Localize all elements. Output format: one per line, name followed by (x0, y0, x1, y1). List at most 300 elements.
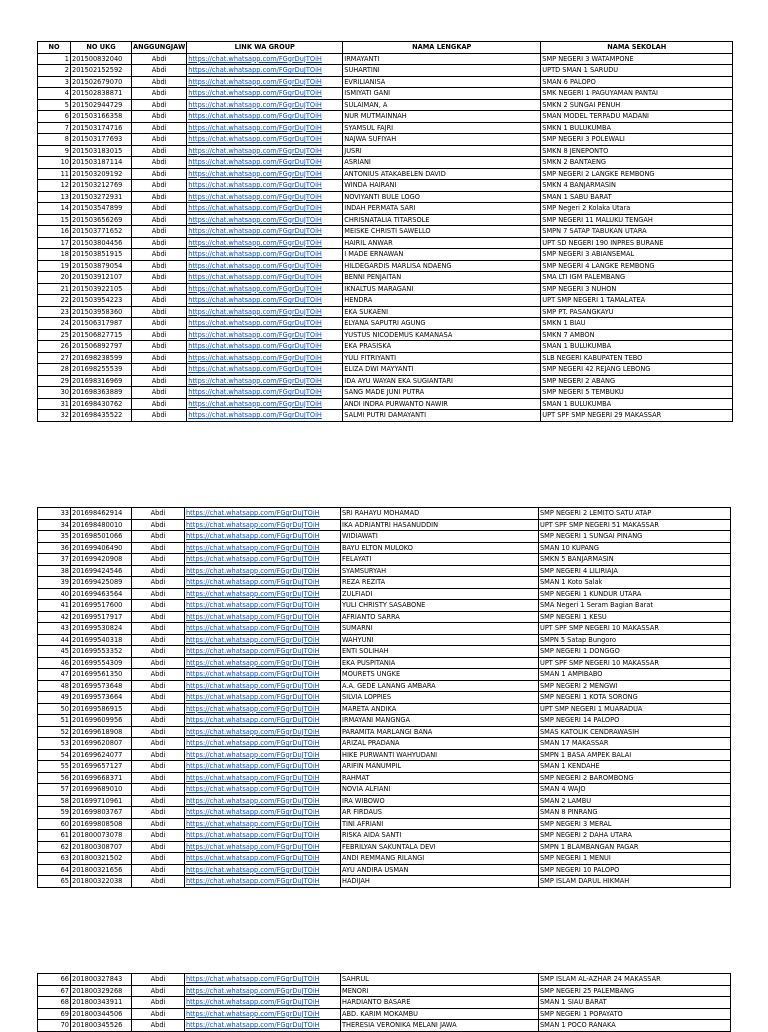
table-row (38, 318, 733, 330)
cell-penanggungjawab: Abdi (132, 249, 187, 261)
cell-nama-lengkap: MEISKE CHRISTI SAWELLO (343, 226, 541, 238)
cell-no: 1 (38, 53, 71, 65)
cell-no: 30 (38, 387, 71, 399)
cell-wa-group-link[interactable]: https://chat.whatsapp.com/FGgrDuJTOiH (187, 375, 343, 387)
cell-nama-sekolah: SMP NEGERI 3 MERAL (539, 818, 731, 830)
cell-nama-lengkap: YULI CHRISTY SASABONE (341, 600, 539, 612)
cell-no-ukg: 201698255539 (71, 364, 132, 376)
cell-nama-sekolah: SMP NEGERI 2 BAROMBONG (539, 772, 731, 784)
cell-no: 33 (38, 508, 71, 520)
cell-nama-sekolah: SMPN 1 BLAMBANGAN PAGAR (539, 841, 731, 853)
cell-nama-sekolah: SMAN 1 KENDAHE (539, 761, 731, 773)
cell-no: 68 (38, 997, 71, 1009)
cell-nama-sekolah: SMAN 17 MAKASSAR (539, 738, 731, 750)
cell-nama-lengkap: BAYU ELTON MULOKO (341, 542, 539, 554)
cell-nama-lengkap: SRI RAHAYU MOHAMAD (341, 508, 539, 520)
table-row (38, 611, 731, 623)
cell-nama-sekolah: UPT SMP NEGERI 1 TAMALATEA (541, 295, 733, 307)
cell-nama-lengkap: BENNI PENJAITAN (343, 272, 541, 284)
cell-no-ukg: 201699463564 (71, 588, 132, 600)
cell-nama-lengkap: WAHYUNI (341, 634, 539, 646)
cell-nama-sekolah: SMP NEGERI 1 MENUI (539, 853, 731, 865)
cell-penanggungjawab: Abdi (132, 65, 187, 77)
cell-nama-sekolah: SMP PT. PASANGKAYU (541, 306, 733, 318)
cell-no: 50 (38, 703, 71, 715)
cell-no: 41 (38, 600, 71, 612)
cell-no-ukg: 201503174716 (71, 122, 132, 134)
cell-penanggungjawab: Abdi (132, 657, 185, 669)
cell-penanggungjawab: Abdi (132, 519, 185, 531)
cell-wa-group-link[interactable]: https://chat.whatsapp.com/FGgrDuJTOiH (185, 795, 341, 807)
cell-no-ukg: 201503912107 (71, 272, 132, 284)
table-row (38, 272, 733, 284)
cell-penanggungjawab: Abdi (132, 157, 187, 169)
cell-penanggungjawab: Abdi (132, 795, 185, 807)
cell-nama-lengkap: NOVIA ALFIANI (341, 784, 539, 796)
cell-nama-sekolah: UPT SMP NEGERI 1 MUARADUA (539, 703, 731, 715)
cell-nama-sekolah: SMP ISLAM AL-AZHAR 24 MAKASSAR (539, 974, 731, 986)
cell-no-ukg: 201502152592 (71, 65, 132, 77)
cell-wa-group-link[interactable]: https://chat.whatsapp.com/FGgrDuJTOiH (187, 295, 343, 307)
cell-nama-lengkap: CHRISNATALIA TITARSOLE (343, 214, 541, 226)
table-row (38, 657, 731, 669)
cell-no: 18 (38, 249, 71, 261)
cell-no: 67 (38, 985, 71, 997)
cell-no: 62 (38, 841, 71, 853)
cell-wa-group-link[interactable]: https://chat.whatsapp.com/FGgrDuJTOiH (187, 203, 343, 215)
cell-no: 19 (38, 260, 71, 272)
cell-wa-group-link[interactable]: https://chat.whatsapp.com/FGgrDuJTOiH (185, 841, 341, 853)
cell-nama-sekolah: SMKN 4 BANJARMASIN (541, 180, 733, 192)
cell-wa-group-link[interactable]: https://chat.whatsapp.com/FGgrDuJTOiH (185, 669, 341, 681)
table-row (38, 703, 731, 715)
cell-wa-group-link[interactable]: https://chat.whatsapp.com/FGgrDuJTOiH (185, 588, 341, 600)
cell-wa-group-link[interactable]: https://chat.whatsapp.com/FGgrDuJTOiH (185, 864, 341, 876)
cell-no-ukg: 201800329268 (71, 985, 132, 997)
table-row (38, 761, 731, 773)
header-link: LINK WA GROUP (187, 42, 343, 54)
cell-wa-group-link[interactable]: https://chat.whatsapp.com/FGgrDuJTOiH (185, 818, 341, 830)
cell-penanggungjawab: Abdi (132, 295, 187, 307)
cell-nama-lengkap: SUHARTINI (343, 65, 541, 77)
cell-no-ukg: 201699406490 (71, 542, 132, 554)
cell-wa-group-link[interactable]: https://chat.whatsapp.com/FGgrDuJTOiH (185, 519, 341, 531)
cell-no: 43 (38, 623, 71, 635)
cell-wa-group-link[interactable]: https://chat.whatsapp.com/FGgrDuJTOiH (185, 807, 341, 819)
cell-nama-lengkap: EKA SUKAENI (343, 306, 541, 318)
cell-wa-group-link[interactable]: https://chat.whatsapp.com/FGgrDuJTOiH (187, 65, 343, 77)
cell-no: 29 (38, 375, 71, 387)
cell-no: 51 (38, 715, 71, 727)
cell-wa-group-link[interactable]: https://chat.whatsapp.com/FGgrDuJTOiH (187, 145, 343, 157)
cell-no: 52 (38, 726, 71, 738)
cell-nama-lengkap: IRMAYANTI (343, 53, 541, 65)
cell-nama-sekolah: SMAN 1 SIAU BARAT (539, 997, 731, 1009)
cell-no-ukg: 201699657127 (71, 761, 132, 773)
cell-penanggungjawab: Abdi (132, 53, 187, 65)
cell-wa-group-link[interactable]: https://chat.whatsapp.com/FGgrDuJTOiH (187, 318, 343, 330)
cell-no-ukg: 201503177693 (71, 134, 132, 146)
cell-wa-group-link[interactable]: https://chat.whatsapp.com/FGgrDuJTOiH (185, 784, 341, 796)
cell-no-ukg: 201698316969 (71, 375, 132, 387)
table-row (38, 295, 733, 307)
cell-penanggungjawab: Abdi (132, 692, 185, 704)
cell-no: 36 (38, 542, 71, 554)
cell-no-ukg: 201699710961 (71, 795, 132, 807)
cell-nama-sekolah: SMA LTI IGM PALEMBANG (541, 272, 733, 284)
cell-nama-lengkap: EKA PUSPITANIA (341, 657, 539, 669)
table-row (38, 807, 731, 819)
cell-wa-group-link[interactable]: https://chat.whatsapp.com/FGgrDuJTOiH (187, 272, 343, 284)
cell-no: 59 (38, 807, 71, 819)
cell-penanggungjawab: Abdi (132, 387, 187, 399)
cell-nama-lengkap: HADIJAH (341, 876, 539, 888)
cell-no-ukg: 201699425089 (71, 577, 132, 589)
cell-no: 6 (38, 111, 71, 123)
cell-wa-group-link[interactable]: https://chat.whatsapp.com/FGgrDuJTOiH (187, 134, 343, 146)
cell-penanggungjawab: Abdi (132, 203, 187, 215)
cell-nama-sekolah: SMP NEGERI 3 WATAMPONE (541, 53, 733, 65)
cell-nama-sekolah: SMP NEGERI 14 PALOPO (539, 715, 731, 727)
cell-no: 11 (38, 168, 71, 180)
table-row (38, 226, 733, 238)
cell-wa-group-link[interactable]: https://chat.whatsapp.com/FGgrDuJTOiH (187, 214, 343, 226)
cell-no: 70 (38, 1020, 71, 1032)
cell-penanggungjawab: Abdi (132, 738, 185, 750)
cell-no-ukg: 201699689010 (71, 784, 132, 796)
cell-nama-sekolah: SMPN 7 SATAP TABUKAN UTARA (541, 226, 733, 238)
header-school: NAMA SEKOLAH (541, 42, 733, 54)
cell-penanggungjawab: Abdi (132, 283, 187, 295)
cell-wa-group-link[interactable]: https://chat.whatsapp.com/FGgrDuJTOiH (185, 749, 341, 761)
cell-wa-group-link[interactable]: https://chat.whatsapp.com/FGgrDuJTOiH (185, 611, 341, 623)
cell-wa-group-link[interactable]: https://chat.whatsapp.com/FGgrDuJTOiH (187, 249, 343, 261)
cell-nama-sekolah: SMAN 1 BULUKUMBA (541, 341, 733, 353)
cell-penanggungjawab: Abdi (132, 749, 185, 761)
cell-nama-lengkap: PARAMITA MARLANGI BANA (341, 726, 539, 738)
cell-nama-sekolah: SMP NEGERI 3 ABIANSEMAL (541, 249, 733, 261)
cell-no-ukg: 201699553352 (71, 646, 132, 658)
cell-wa-group-link[interactable]: https://chat.whatsapp.com/FGgrDuJTOiH (185, 531, 341, 543)
cell-no-ukg: 201503879054 (71, 260, 132, 272)
cell-wa-group-link[interactable]: https://chat.whatsapp.com/FGgrDuJTOiH (185, 508, 341, 520)
table-row (38, 623, 731, 635)
cell-nama-lengkap: SYAMSUL FAJRI (343, 122, 541, 134)
cell-no-ukg: 201503209192 (71, 168, 132, 180)
cell-nama-sekolah: SMP NEGERI 4 LANGKE REMBONG (541, 260, 733, 272)
cell-wa-group-link[interactable]: https://chat.whatsapp.com/FGgrDuJTOiH (187, 398, 343, 410)
cell-nama-sekolah: SMAN 1 Koto Salak (539, 577, 731, 589)
cell-no-ukg: 201699517600 (71, 600, 132, 612)
cell-nama-sekolah: SMAN 2 LAMBU (539, 795, 731, 807)
cell-nama-sekolah: UPT SPF SMP NEGERI 10 MAKASSAR (539, 657, 731, 669)
cell-nama-sekolah: SMP NEGERI 1 KESU (539, 611, 731, 623)
cell-no-ukg: 201506892797 (71, 341, 132, 353)
cell-nama-lengkap: IRMAYANI MANGNGA (341, 715, 539, 727)
cell-wa-group-link[interactable]: https://chat.whatsapp.com/FGgrDuJTOiH (187, 226, 343, 238)
cell-no: 28 (38, 364, 71, 376)
cell-wa-group-link[interactable]: https://chat.whatsapp.com/FGgrDuJTOiH (185, 692, 341, 704)
cell-penanggungjawab: Abdi (132, 134, 187, 146)
cell-penanggungjawab: Abdi (132, 634, 185, 646)
cell-wa-group-link[interactable]: https://chat.whatsapp.com/FGgrDuJTOiH (187, 364, 343, 376)
table-row (38, 531, 731, 543)
cell-penanggungjawab: Abdi (132, 214, 187, 226)
cell-nama-lengkap: NUR MUTMAINNAH (343, 111, 541, 123)
table-row (38, 997, 731, 1009)
cell-wa-group-link[interactable]: https://chat.whatsapp.com/FGgrDuJTOiH (187, 410, 343, 422)
cell-no: 65 (38, 876, 71, 888)
cell-nama-sekolah: SMA Negeri 1 Seram Bagian Barat (539, 600, 731, 612)
cell-wa-group-link[interactable]: https://chat.whatsapp.com/FGgrDuJTOiH (187, 306, 343, 318)
header-no: NO (38, 42, 71, 54)
table-row (38, 669, 731, 681)
table-row (38, 99, 733, 111)
cell-penanggungjawab: Abdi (132, 841, 185, 853)
cell-nama-lengkap: AR FIRDAUS (341, 807, 539, 819)
cell-penanggungjawab: Abdi (132, 329, 187, 341)
cell-penanggungjawab: Abdi (132, 122, 187, 134)
member-table-block-1 (37, 41, 733, 422)
cell-nama-sekolah: SMAN 1 BULUKUMBA (541, 398, 733, 410)
cell-wa-group-link[interactable]: https://chat.whatsapp.com/FGgrDuJTOiH (187, 76, 343, 88)
cell-no: 58 (38, 795, 71, 807)
cell-no-ukg: 201699609956 (71, 715, 132, 727)
cell-no-ukg: 201800321502 (71, 853, 132, 865)
cell-nama-lengkap: ELYANA SAPUTRI AGUNG (343, 318, 541, 330)
cell-wa-group-link[interactable]: https://chat.whatsapp.com/FGgrDuJTOiH (185, 565, 341, 577)
cell-no: 47 (38, 669, 71, 681)
cell-no: 66 (38, 974, 71, 986)
cell-penanggungjawab: Abdi (132, 341, 187, 353)
cell-penanggungjawab: Abdi (132, 88, 187, 100)
cell-nama-lengkap: RAHMAT (341, 772, 539, 784)
cell-penanggungjawab: Abdi (132, 577, 185, 589)
table-row (38, 600, 731, 612)
table-row (38, 111, 733, 123)
cell-nama-lengkap: IKA ADRIANTRI HASANUDDIN (341, 519, 539, 531)
cell-wa-group-link[interactable]: https://chat.whatsapp.com/FGgrDuJTOiH (187, 260, 343, 272)
cell-wa-group-link[interactable]: https://chat.whatsapp.com/FGgrDuJTOiH (187, 88, 343, 100)
cell-wa-group-link[interactable]: https://chat.whatsapp.com/FGgrDuJTOiH (187, 122, 343, 134)
cell-wa-group-link[interactable]: https://chat.whatsapp.com/FGgrDuJTOiH (185, 830, 341, 842)
cell-wa-group-link[interactable]: https://chat.whatsapp.com/FGgrDuJTOiH (187, 180, 343, 192)
cell-no: 69 (38, 1008, 71, 1020)
table-row (38, 795, 731, 807)
cell-nama-lengkap: JUSRI (343, 145, 541, 157)
cell-no-ukg: 201699561350 (71, 669, 132, 681)
cell-no: 14 (38, 203, 71, 215)
table-row (38, 830, 731, 842)
cell-penanggungjawab: Abdi (132, 318, 187, 330)
cell-penanggungjawab: Abdi (132, 761, 185, 773)
cell-penanggungjawab: Abdi (132, 611, 185, 623)
cell-penanggungjawab: Abdi (132, 168, 187, 180)
cell-nama-sekolah: SMAN 1 POCO RANAKA (539, 1020, 731, 1032)
cell-no: 13 (38, 191, 71, 203)
cell-wa-group-link[interactable]: https://chat.whatsapp.com/FGgrDuJTOiH (187, 387, 343, 399)
cell-no: 15 (38, 214, 71, 226)
cell-wa-group-link[interactable]: https://chat.whatsapp.com/FGgrDuJTOiH (185, 703, 341, 715)
cell-no-ukg: 201699573664 (71, 692, 132, 704)
table-row (38, 76, 733, 88)
cell-wa-group-link[interactable]: https://chat.whatsapp.com/FGgrDuJTOiH (187, 53, 343, 65)
cell-wa-group-link[interactable]: https://chat.whatsapp.com/FGgrDuJTOiH (185, 853, 341, 865)
cell-no: 63 (38, 853, 71, 865)
table-header-row (38, 42, 733, 54)
cell-nama-lengkap: IRA WIBOWO (341, 795, 539, 807)
cell-wa-group-link[interactable]: https://chat.whatsapp.com/FGgrDuJTOiH (185, 726, 341, 738)
cell-penanggungjawab: Abdi (132, 726, 185, 738)
cell-nama-lengkap: YULI FITRIYANTI (343, 352, 541, 364)
cell-wa-group-link[interactable]: https://chat.whatsapp.com/FGgrDuJTOiH (187, 157, 343, 169)
cell-no-ukg: 201503851915 (71, 249, 132, 261)
cell-nama-sekolah: SMP NEGERI 42 REJANG LEBONG (541, 364, 733, 376)
table-row (38, 157, 733, 169)
cell-wa-group-link[interactable]: https://chat.whatsapp.com/FGgrDuJTOiH (185, 761, 341, 773)
cell-wa-group-link[interactable]: https://chat.whatsapp.com/FGgrDuJTOiH (185, 623, 341, 635)
cell-penanggungjawab: Abdi (132, 111, 187, 123)
cell-wa-group-link[interactable]: https://chat.whatsapp.com/FGgrDuJTOiH (187, 329, 343, 341)
cell-wa-group-link[interactable]: https://chat.whatsapp.com/FGgrDuJTOiH (185, 985, 341, 997)
cell-penanggungjawab: Abdi (132, 99, 187, 111)
cell-nama-lengkap: ARIZAL PRADANA (341, 738, 539, 750)
table-row (38, 214, 733, 226)
cell-penanggungjawab: Abdi (132, 260, 187, 272)
cell-nama-lengkap: ENTI SOLIHAH (341, 646, 539, 658)
cell-wa-group-link[interactable]: https://chat.whatsapp.com/FGgrDuJTOiH (187, 352, 343, 364)
cell-no-ukg: 201699618908 (71, 726, 132, 738)
cell-no: 55 (38, 761, 71, 773)
cell-no-ukg: 201698462914 (71, 508, 132, 520)
cell-no-ukg: 201502944729 (71, 99, 132, 111)
cell-wa-group-link[interactable]: https://chat.whatsapp.com/FGgrDuJTOiH (185, 1020, 341, 1032)
header-ukg: NO UKG (71, 42, 132, 54)
cell-wa-group-link[interactable]: https://chat.whatsapp.com/FGgrDuJTOiH (185, 600, 341, 612)
cell-no: 16 (38, 226, 71, 238)
cell-nama-lengkap: SULAIMAN, A (343, 99, 541, 111)
cell-nama-lengkap: WIDIAWATI (341, 531, 539, 543)
table-row (38, 260, 733, 272)
cell-nama-lengkap: AFRIANTO SARRA (341, 611, 539, 623)
cell-penanggungjawab: Abdi (132, 1008, 185, 1020)
cell-wa-group-link[interactable]: https://chat.whatsapp.com/FGgrDuJTOiH (187, 111, 343, 123)
cell-no: 64 (38, 864, 71, 876)
table-row (38, 387, 733, 399)
cell-wa-group-link[interactable]: https://chat.whatsapp.com/FGgrDuJTOiH (185, 876, 341, 888)
cell-nama-sekolah: SMKN 2 BANTAENG (541, 157, 733, 169)
cell-nama-sekolah: SLB NEGERI KABUPATEN TEBO (541, 352, 733, 364)
cell-wa-group-link[interactable]: https://chat.whatsapp.com/FGgrDuJTOiH (187, 191, 343, 203)
cell-nama-lengkap: SUMARNI (341, 623, 539, 635)
cell-no: 42 (38, 611, 71, 623)
cell-wa-group-link[interactable]: https://chat.whatsapp.com/FGgrDuJTOiH (187, 237, 343, 249)
table-row (38, 692, 731, 704)
table-row (38, 738, 731, 750)
cell-no-ukg: 201503804456 (71, 237, 132, 249)
cell-penanggungjawab: Abdi (132, 565, 185, 577)
cell-no-ukg: 201502679070 (71, 76, 132, 88)
cell-wa-group-link[interactable]: https://chat.whatsapp.com/FGgrDuJTOiH (185, 772, 341, 784)
cell-nama-sekolah: SMP NEGERI 1 KOTA SORONG (539, 692, 731, 704)
cell-no: 39 (38, 577, 71, 589)
cell-penanggungjawab: Abdi (132, 237, 187, 249)
cell-no: 61 (38, 830, 71, 842)
table-row (38, 375, 733, 387)
cell-wa-group-link[interactable]: https://chat.whatsapp.com/FGgrDuJTOiH (185, 577, 341, 589)
table-row (38, 180, 733, 192)
cell-wa-group-link[interactable]: https://chat.whatsapp.com/FGgrDuJTOiH (185, 646, 341, 658)
cell-wa-group-link[interactable]: https://chat.whatsapp.com/FGgrDuJTOiH (185, 542, 341, 554)
cell-penanggungjawab: Abdi (132, 306, 187, 318)
table-row (38, 680, 731, 692)
cell-no: 20 (38, 272, 71, 284)
cell-nama-lengkap: SILVIA LOPPIES (341, 692, 539, 704)
cell-no-ukg: 201800343911 (71, 997, 132, 1009)
cell-nama-lengkap: IDA AYU WAYAN EKA SUGIANTARI (343, 375, 541, 387)
cell-wa-group-link[interactable]: https://chat.whatsapp.com/FGgrDuJTOiH (185, 634, 341, 646)
cell-no: 7 (38, 122, 71, 134)
cell-wa-group-link[interactable]: https://chat.whatsapp.com/FGgrDuJTOiH (185, 738, 341, 750)
cell-no: 2 (38, 65, 71, 77)
table-row (38, 588, 731, 600)
cell-no-ukg: 201800344506 (71, 1008, 132, 1020)
cell-penanggungjawab: Abdi (132, 680, 185, 692)
cell-nama-sekolah: SMP NEGERI 3 POLEWALI (541, 134, 733, 146)
table-row (38, 65, 733, 77)
cell-wa-group-link[interactable]: https://chat.whatsapp.com/FGgrDuJTOiH (185, 657, 341, 669)
cell-wa-group-link[interactable]: https://chat.whatsapp.com/FGgrDuJTOiH (187, 168, 343, 180)
cell-no-ukg: 201503656269 (71, 214, 132, 226)
cell-nama-lengkap: SANG MADE JUNI PUTRA (343, 387, 541, 399)
cell-no-ukg: 201800321656 (71, 864, 132, 876)
cell-wa-group-link[interactable]: https://chat.whatsapp.com/FGgrDuJTOiH (187, 283, 343, 295)
cell-no-ukg: 201503958360 (71, 306, 132, 318)
cell-no: 35 (38, 531, 71, 543)
cell-no-ukg: 201698501066 (71, 531, 132, 543)
cell-nama-sekolah: SMP Negeri 2 Kolaka Utara (541, 203, 733, 215)
cell-no-ukg: 201800308707 (71, 841, 132, 853)
cell-wa-group-link[interactable]: https://chat.whatsapp.com/FGgrDuJTOiH (185, 997, 341, 1009)
cell-nama-sekolah: SMAN 1 SABU BARAT (541, 191, 733, 203)
cell-no: 56 (38, 772, 71, 784)
table-row (38, 554, 731, 566)
cell-wa-group-link[interactable]: https://chat.whatsapp.com/FGgrDuJTOiH (185, 680, 341, 692)
table-row (38, 841, 731, 853)
cell-nama-sekolah: SMKN 2 SUNGAI PENUH (541, 99, 733, 111)
cell-wa-group-link[interactable]: https://chat.whatsapp.com/FGgrDuJTOiH (185, 554, 341, 566)
cell-nama-sekolah: SMPN 1 BASA AMPEK BALAI (539, 749, 731, 761)
cell-nama-lengkap: I MADE ERNAWAN (343, 249, 541, 261)
cell-penanggungjawab: Abdi (132, 807, 185, 819)
cell-wa-group-link[interactable]: https://chat.whatsapp.com/FGgrDuJTOiH (185, 974, 341, 986)
cell-no: 60 (38, 818, 71, 830)
cell-nama-lengkap: ZULFIADI (341, 588, 539, 600)
cell-wa-group-link[interactable]: https://chat.whatsapp.com/FGgrDuJTOiH (187, 341, 343, 353)
cell-penanggungjawab: Abdi (132, 508, 185, 520)
cell-penanggungjawab: Abdi (132, 669, 185, 681)
cell-nama-lengkap: HIKE PURWANTI WAHYUDANI (341, 749, 539, 761)
cell-no: 44 (38, 634, 71, 646)
cell-wa-group-link[interactable]: https://chat.whatsapp.com/FGgrDuJTOiH (185, 1008, 341, 1020)
cell-wa-group-link[interactable]: https://chat.whatsapp.com/FGgrDuJTOiH (185, 715, 341, 727)
cell-nama-sekolah: SMP NEGERI 2 DAHA UTARA (539, 830, 731, 842)
cell-no-ukg: 201503212769 (71, 180, 132, 192)
cell-no: 17 (38, 237, 71, 249)
cell-wa-group-link[interactable]: https://chat.whatsapp.com/FGgrDuJTOiH (187, 99, 343, 111)
cell-penanggungjawab: Abdi (132, 715, 185, 727)
cell-no-ukg: 201800073078 (71, 830, 132, 842)
